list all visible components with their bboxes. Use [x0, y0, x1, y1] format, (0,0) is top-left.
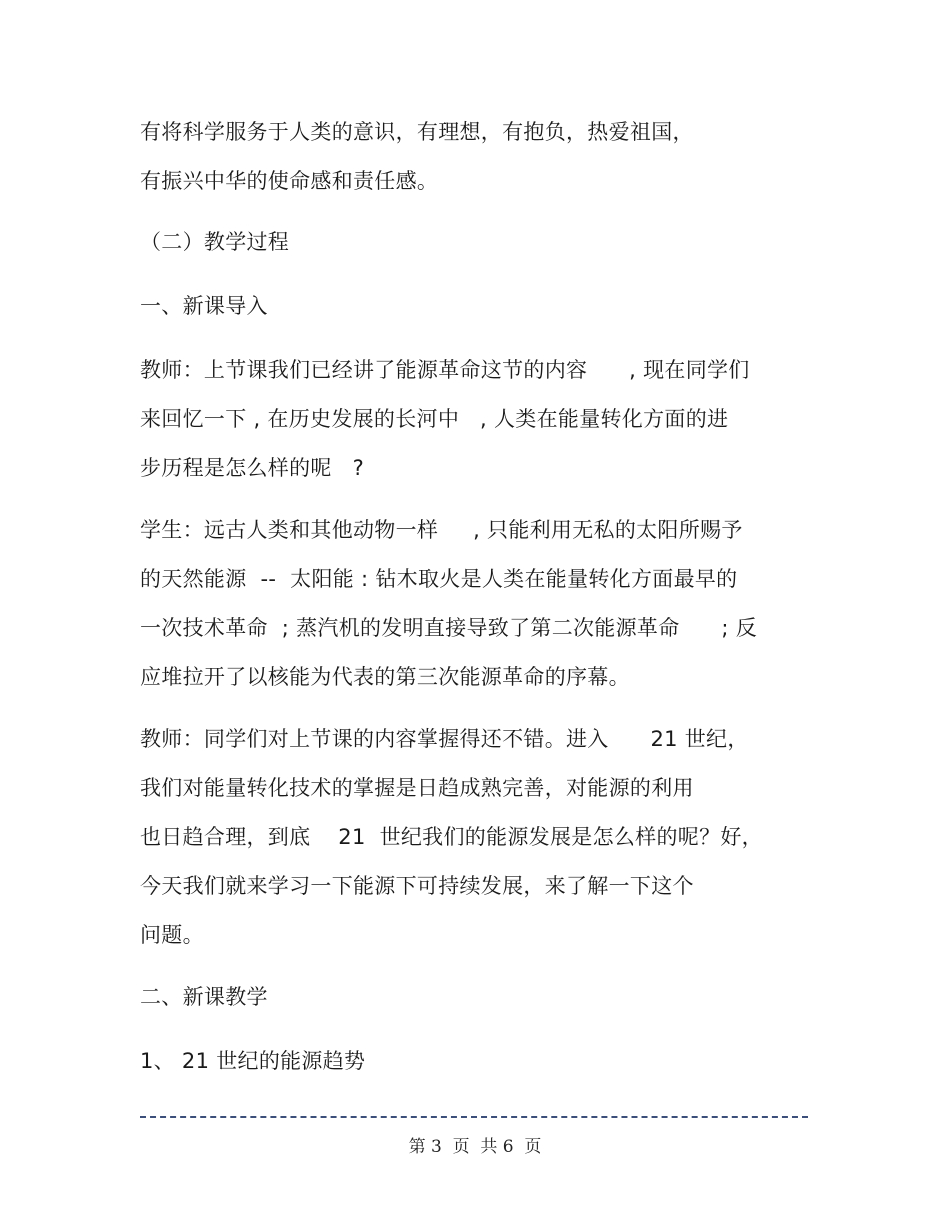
text-line: 的天然能源 -- 太阳能 : 钻木取火是人类在能量转化方面最早的 — [140, 567, 738, 591]
text-line: 一次技术革命 ; 蒸汽机的发明直接导致了第二次能源革命 ; 反 — [140, 616, 758, 640]
text-line: 教师：上节课我们已经讲了能源革命这节的内容 , 现在同学们 — [140, 358, 750, 382]
page-number: 第 3 页 共 6 页 — [408, 1137, 542, 1157]
text-line: 有振兴中华的使命感和责任感。 — [140, 169, 439, 193]
text-line: 问题。 — [140, 923, 204, 947]
text-line: 应堆拉开了以核能为代表的第三次能源革命的序幕。 — [140, 665, 630, 689]
text-line: 教师：同学们对上节课的内容掌握得还不错。进入 21 世纪， — [140, 727, 749, 751]
text-line: 来回忆一下 , 在历史发展的长河中 , 人类在能量转化方面的进 — [140, 407, 729, 431]
footer-divider — [140, 1116, 808, 1118]
section-heading: 二、新课教学 — [140, 985, 268, 1009]
text-line: 步历程是怎么样的呢 ? — [140, 456, 365, 480]
text-line: 今天我们就来学习一下能源下可持续发展，来了解一下这个 — [140, 874, 694, 898]
text-line: 也日趋合理，到底 21 世纪我们的能源发展是怎么样的呢？好， — [140, 825, 763, 849]
text-line: 有将科学服务于人类的意识，有理想，有抱负，热爱祖国， — [140, 120, 694, 144]
text-line: 学生：远古人类和其他动物一样 , 只能利用无私的太阳所赐予 — [140, 518, 743, 542]
subsection-heading: 1、 21 世纪的能源趋势 — [140, 1049, 366, 1073]
section-heading: （二）教学过程 — [140, 230, 290, 254]
section-heading: 一、新课导入 — [140, 294, 268, 318]
text-line: 我们对能量转化技术的掌握是日趋成熟完善，对能源的利用 — [140, 776, 694, 800]
